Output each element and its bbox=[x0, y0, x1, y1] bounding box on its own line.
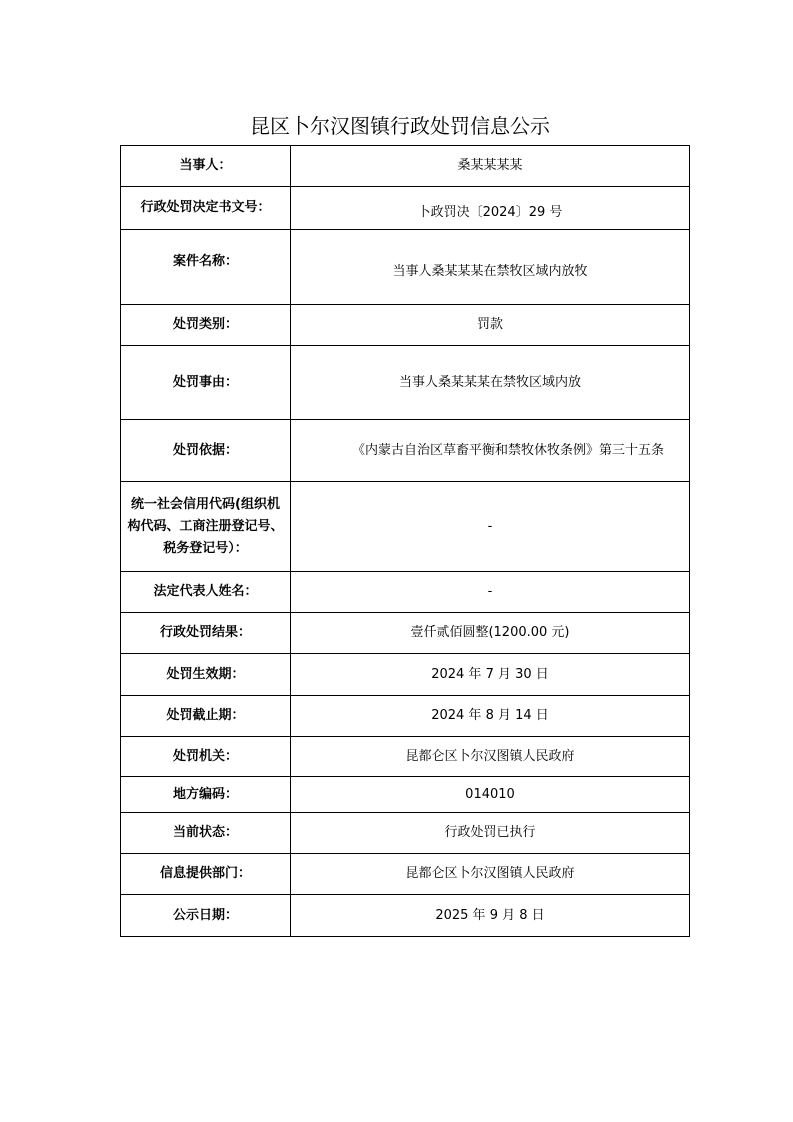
row-label: 行政处罚决定书文号： bbox=[121, 187, 291, 230]
row-label: 处罚依据： bbox=[121, 420, 291, 482]
row-label: 案件名称： bbox=[121, 230, 291, 305]
row-label: 处罚生效期： bbox=[121, 654, 291, 696]
row-value: 桑某某某某 bbox=[291, 146, 690, 187]
row-label: 法定代表人姓名： bbox=[121, 572, 291, 613]
row-value: 2024 年 8 月 14 日 bbox=[291, 696, 690, 737]
row-value: 壹仟贰佰圆整(1200.00 元) bbox=[291, 613, 690, 654]
table-row bbox=[121, 305, 690, 346]
row-label: 处罚截止期： bbox=[121, 696, 291, 737]
table-row bbox=[121, 420, 690, 482]
row-value: - bbox=[291, 572, 690, 613]
row-label: 地方编码： bbox=[121, 777, 291, 813]
row-label: 行政处罚结果： bbox=[121, 613, 291, 654]
table-row bbox=[121, 813, 690, 854]
row-value: 昆都仑区卜尔汉图镇人民政府 bbox=[291, 737, 690, 777]
row-label: 处罚事由： bbox=[121, 346, 291, 420]
row-label: 公示日期： bbox=[121, 895, 291, 937]
row-value: 014010 bbox=[291, 777, 690, 813]
table-row bbox=[121, 895, 690, 937]
table-row bbox=[121, 654, 690, 696]
table-row bbox=[121, 482, 690, 572]
document-title: 昆区卜尔汉图镇行政处罚信息公示 bbox=[250, 114, 550, 138]
penalty-info-table bbox=[120, 145, 690, 937]
table-row bbox=[121, 346, 690, 420]
table-row bbox=[121, 613, 690, 654]
table-row bbox=[121, 737, 690, 777]
row-value: 2025 年 9 月 8 日 bbox=[291, 895, 690, 937]
row-value: 卜政罚决〔2024〕29 号 bbox=[291, 187, 690, 230]
row-value: 《内蒙古自治区草畜平衡和禁牧休牧条例》第三十五条 bbox=[291, 420, 690, 482]
row-label: 处罚类别： bbox=[121, 305, 291, 346]
row-label: 当前状态： bbox=[121, 813, 291, 854]
table-row bbox=[121, 230, 690, 305]
row-value: 当事人桑某某某在禁牧区域内放牧 bbox=[291, 230, 690, 305]
table-row bbox=[121, 572, 690, 613]
row-label: 当事人： bbox=[121, 146, 291, 187]
row-value: 行政处罚已执行 bbox=[291, 813, 690, 854]
table-row bbox=[121, 146, 690, 187]
row-value: - bbox=[291, 482, 690, 572]
row-value: 昆都仑区卜尔汉图镇人民政府 bbox=[291, 854, 690, 895]
row-label: 处罚机关： bbox=[121, 737, 291, 777]
row-value: 2024 年 7 月 30 日 bbox=[291, 654, 690, 696]
row-value: 罚款 bbox=[291, 305, 690, 346]
table-row bbox=[121, 854, 690, 895]
table-row bbox=[121, 696, 690, 737]
row-value: 当事人桑某某某在禁牧区域内放 bbox=[291, 346, 690, 420]
row-label: 统一社会信用代码(组织机构代码、工商注册登记号、税务登记号）： bbox=[121, 482, 291, 572]
table-row bbox=[121, 187, 690, 230]
table-row bbox=[121, 777, 690, 813]
row-label: 信息提供部门： bbox=[121, 854, 291, 895]
